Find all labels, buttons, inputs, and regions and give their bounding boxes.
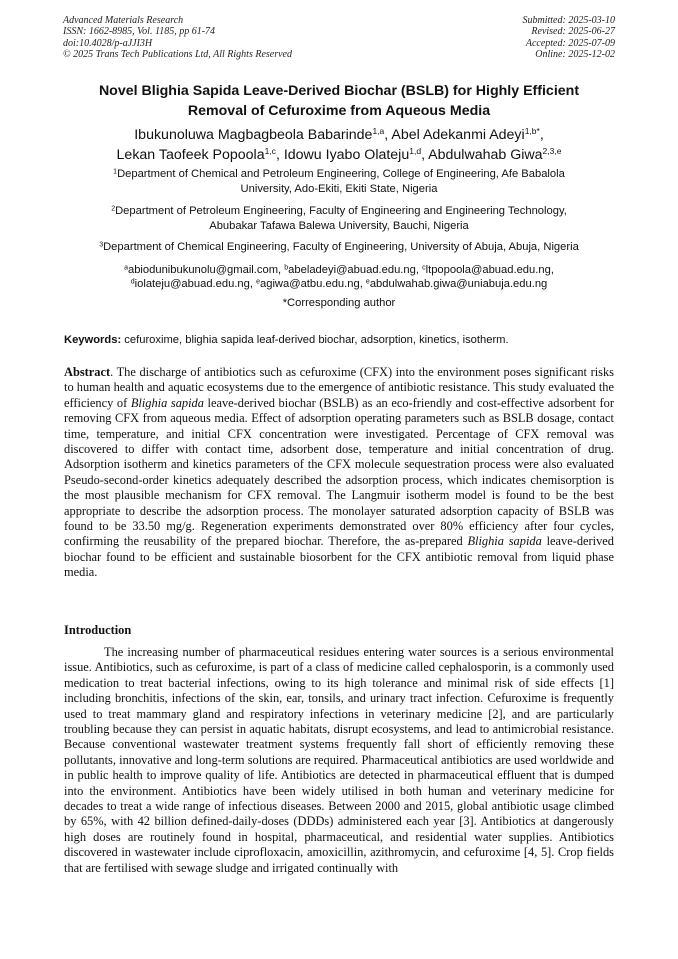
affiliation-number: 1 — [113, 168, 118, 176]
journal-name: Advanced Materials Research — [63, 15, 184, 26]
online-date: Online: 2025-12-02 — [535, 49, 615, 61]
abstract-text: leave-derived biochar (BSLB) as an eco-friendly and cost-effective adsorbent for removing CFX from aqueous media. Effect of adsorption operating parameters such as BSLB dosage, contact time, temperature, and initial CFX concentration were investigated. Percentage of CFX removal was discovered to differ with contact time, adsorbent dose, temperature and initial concentration of drug. Adsorption isotherm and kinetics parameters of the CFX molecule sequestration process were also evaluated Pseudo-second-order kinetics adequately described the adsorption process, which indicates chemisorption is the most plausible mechanism for CFX removal. The Langmuir isotherm model is found to be the best appropriate to describe the adsorption process. The monolayer saturated adsorption capacity of BSLB was found to be 33.50 mg/g. Regeneration experiments demonstrated over 80% efficiency after four cycles, confirming the reusability of the prepared biochar. Therefore, the as-prepared — [64, 395, 614, 549]
email-sup: e — [256, 278, 260, 286]
email-sup: e — [365, 278, 370, 286]
email-separator: , — [550, 264, 554, 276]
email-link[interactable]: iolateju@abuad.edu.ng — [134, 278, 250, 291]
email-separator: , — [249, 278, 257, 291]
doi: doi:10.4028/p-aJJI3H — [63, 37, 153, 49]
affiliation-number: 2 — [111, 205, 116, 213]
affiliation-text: Department of Petroleum Engineering, Faculty of Engineering and Engineering Technology, — [115, 205, 567, 217]
author-list — [30, 125, 648, 165]
copyright: © 2025 Trans Tech Publications Ltd, All Rights Reserved — [63, 49, 292, 61]
revised-date: Revised: 2025-06-27 — [531, 26, 615, 38]
corresponding-author-note: *Corresponding author — [282, 297, 396, 309]
affiliation-text: Abubakar Tafawa Balewa University, Bauchi, Nigeria — [209, 219, 469, 232]
abstract-text: . The discharge of antibiotics such as cefuroxime (CFX) into the environment poses significant risks to human health and aquatic ecosystems due to the emergence of antibiotic resistance. This study evaluated the efficiency of — [64, 365, 614, 410]
affiliation-text: University, Ado-Ekiti, Ekiti State, Nigeria — [240, 182, 438, 195]
email-separator: , — [278, 264, 285, 276]
email-separator: , — [415, 264, 423, 276]
submitted-date: Submitted: 2025-03-10 — [522, 15, 615, 26]
author-name: Ibukunoluwa Magbagbeola Babarinde — [134, 127, 373, 143]
email-sup: d — [130, 278, 135, 286]
keywords-label: Keywords: — [64, 334, 122, 346]
email-line-1 — [40, 263, 638, 277]
abstract — [64, 365, 614, 581]
author-line-1 — [30, 125, 648, 145]
keywords — [64, 333, 624, 347]
author-line-2 — [30, 145, 648, 165]
journal-header-right — [523, 15, 616, 61]
author-affil-sup: 1,d — [409, 146, 422, 156]
author-affil-sup: 2,3,e — [542, 146, 562, 156]
author-name: Lekan Taofeek Popoola — [116, 147, 265, 163]
journal-header-left — [63, 15, 292, 61]
affiliation-3 — [40, 240, 638, 255]
affiliation-1 — [40, 167, 638, 196]
author-affil-sup: 1,c — [264, 146, 276, 156]
section-heading-introduction: Introduction — [64, 623, 132, 637]
introduction-paragraph: The increasing number of pharmaceutical residues entering water sources is a serious environmental issue. Antibiotics, such as cefuroxime, is part of a class of medicine called cephalosporin, is a commonly used medication to treat bacterial infections, owing to its high tolerance and minimal risk of side effects [1] including bronchitis, infections of the skin, ear, tonsils, and urinary tract infection. Cefuroxime is frequently used to treat mammary gland and respiratory infections in veterinary medicine [2], and are particularly troubling because they can persist in aquatic habitats, disrupt ecosystems, and lead to antimicrobial resistance. Because conventional wastewater treatment systems frequently fall short of efficiently removing these pollutants, innovative and long-term solutions are required. Pharmaceutical antibiotics are used worldwide and in public health to improve quality of life. Antibiotics are detected in pharmaceutical effluent that is dumped into the environment. Antibiotics have been widely utilised in both human and veterinary medicine for decades to treat a wide range of infectious diseases. Between 2000 and 2015, global antibiotic usage climbed by 65%, with 42 billion defined-daily-doses (DDDs) administered each year [3]. Antibiotics at dangerously high doses are routinely found in hospital, pharmaceutical, and residential water supplies. Antibiotics discovered in wastewater include ciprofloxacin, amoxicillin, azithromycin, and cefuroxime [4, 5]. Crop fields that are fertilised with sewage sludge and irrigated continually with — [64, 645, 614, 875]
author-separator: , — [384, 127, 392, 143]
author-name: Idowu Iyabo Olateju — [283, 147, 410, 163]
author-name: Abel Adekanmi Adeyi — [391, 127, 525, 143]
email-link[interactable]: ltpopoola@abuad.edu.ng — [425, 264, 551, 276]
accepted-date: Accepted: 2025-07-09 — [525, 37, 615, 49]
author-separator: , — [539, 127, 544, 143]
email-sup: c — [422, 264, 426, 272]
email-line-2 — [40, 277, 638, 291]
email-separator: , — [359, 278, 366, 291]
abstract-species-name: Blighia sapida — [467, 534, 542, 549]
abstract-species-name: Blighia sapida — [130, 395, 204, 410]
affiliation-number: 3 — [99, 241, 104, 249]
affiliation-2 — [40, 204, 638, 233]
title-line-2: Removal of Cefuroxime from Aqueous Media — [187, 102, 491, 119]
email-sup: a — [124, 264, 128, 272]
email-link[interactable]: agiwa@atbu.edu.ng — [260, 278, 360, 291]
paper-title — [40, 82, 638, 121]
keywords-text: cefuroxime, blighia sapida leaf-derived biochar, adsorption, kinetics, isotherm. — [121, 334, 509, 346]
email-link[interactable]: abiodunibukunolu@gmail.com — [127, 264, 279, 276]
author-separator: , — [421, 147, 429, 163]
author-emails — [40, 263, 638, 292]
author-affil-sup: 1,b* — [524, 126, 540, 136]
email-link[interactable]: abdulwahab.giwa@uniabuja.edu.ng — [369, 278, 548, 291]
issn: ISSN: 1662-8985, Vol. 1185, pp 61-74 — [63, 26, 216, 38]
email-link[interactable]: abeladeyi@abuad.edu.ng — [288, 264, 416, 276]
author-separator: , — [275, 147, 284, 163]
affiliation-text: Department of Chemical Engineering, Faculty of Engineering, University of Abuja, Abuja, Nigeria — [103, 241, 579, 253]
abstract-label: Abstract — [64, 365, 111, 379]
title-line-1: Novel Blighia Sapida Leave-Derived Biochar (BSLB) for Highly Efficient — [98, 83, 580, 99]
affiliation-text: Department of Chemical and Petroleum Engineering, College of Engineering, Afe Babalola — [117, 168, 565, 180]
abstract-text: leave-derived biochar found to be efficient and sustainable biosorbent for the CFX antibiotic removal from liquid phase media. — [64, 534, 614, 580]
author-affil-sup: 1,a — [372, 126, 385, 136]
email-sup: b — [284, 264, 289, 272]
author-name: Abdulwahab Giwa — [428, 147, 543, 163]
